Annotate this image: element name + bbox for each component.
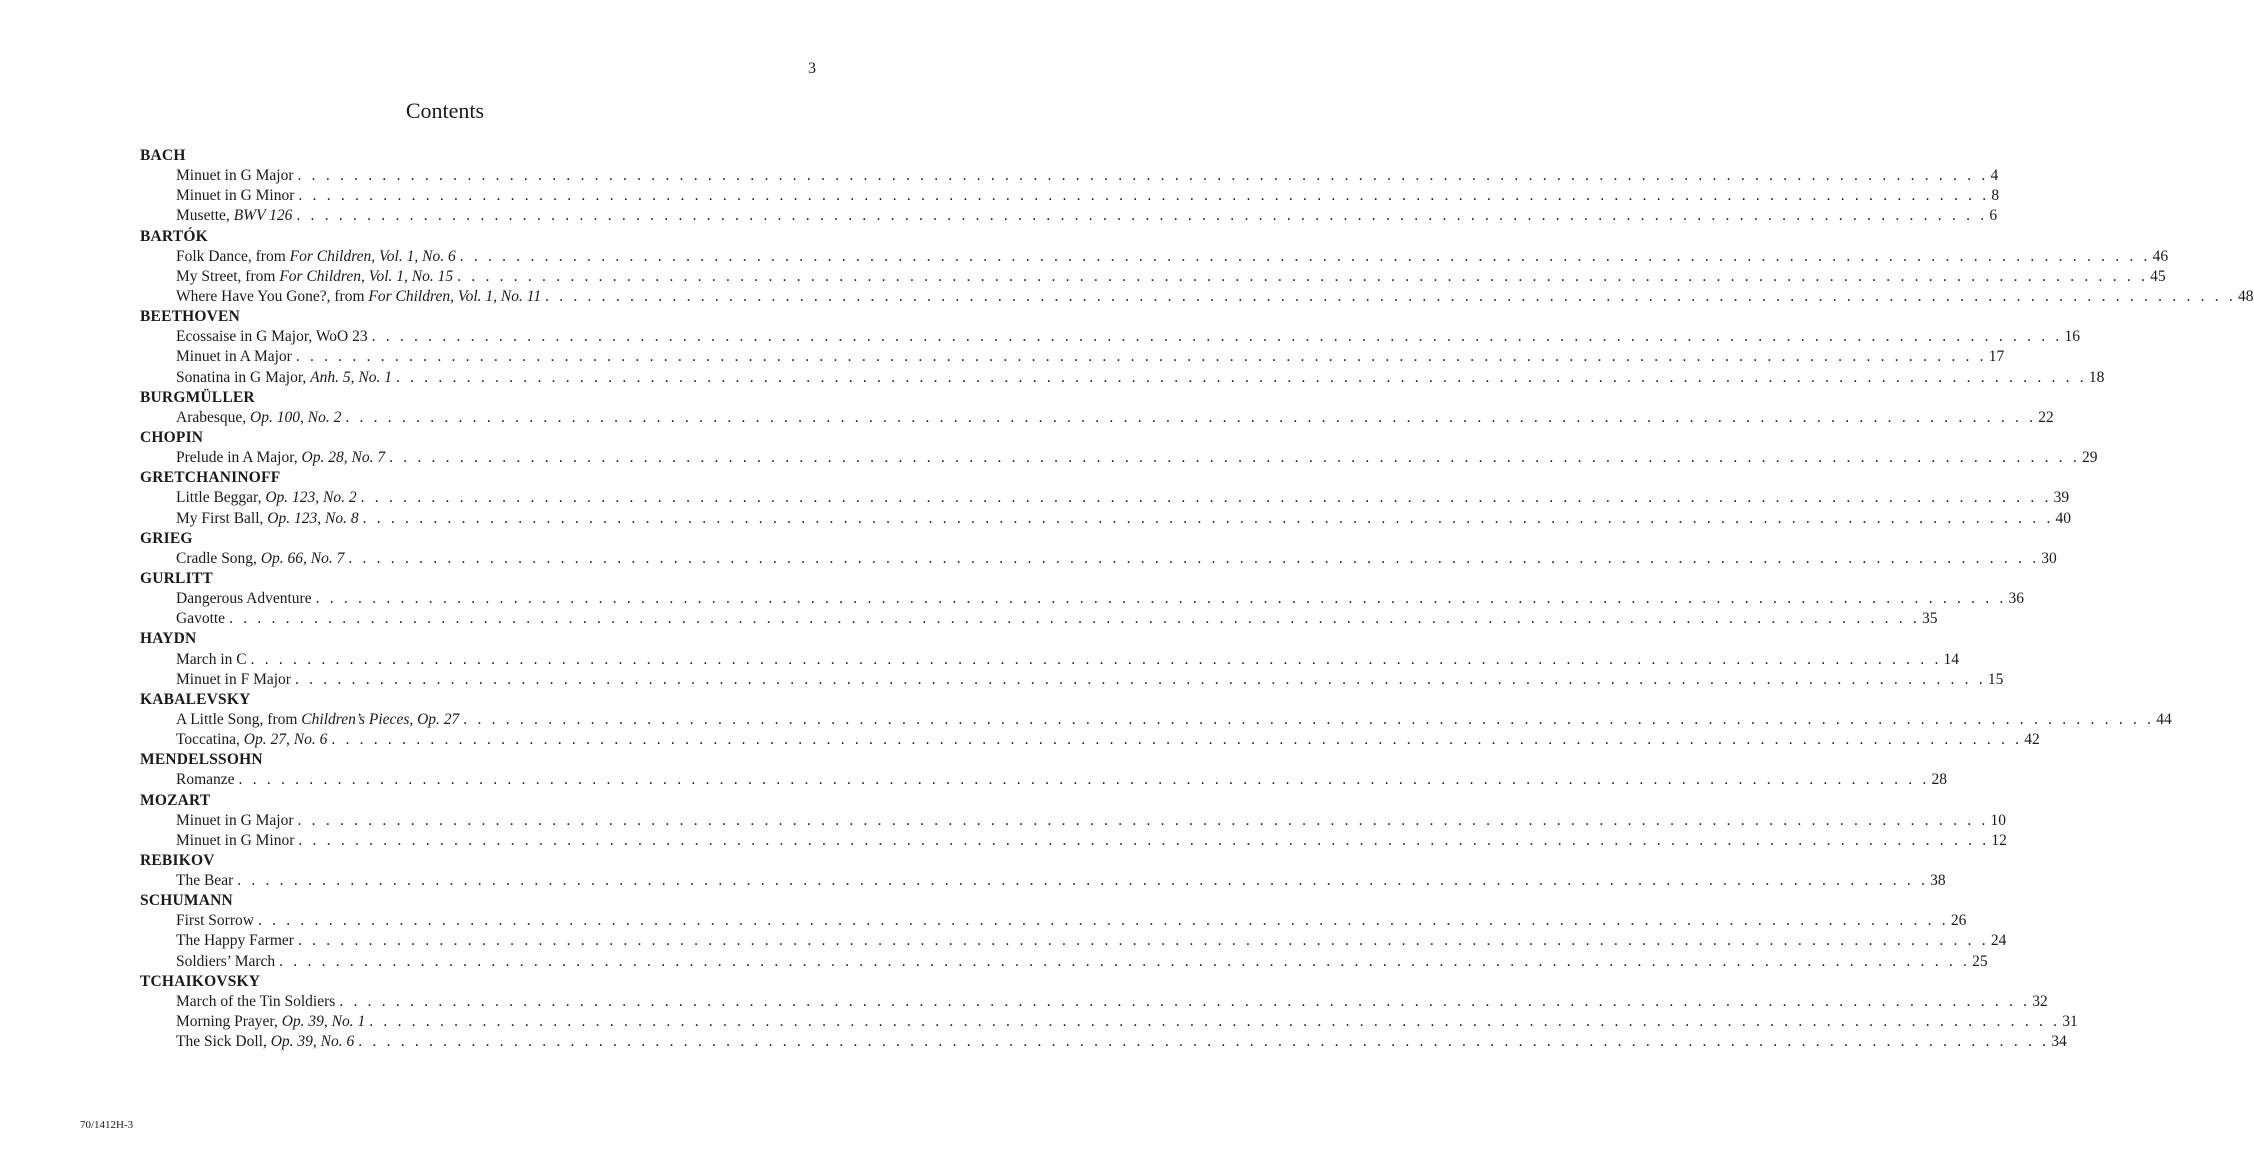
entry-title-italic: For Children, Vol. 1, No. 15 bbox=[279, 267, 454, 285]
entry-title-italic: For Children, Vol. 1, No. 6 bbox=[289, 247, 456, 265]
composer-section bbox=[140, 307, 2105, 388]
entry-title-text: Minuet in G Minor bbox=[176, 187, 295, 205]
dot-leader: . . . . . . . . . . . . . . . . . . . . . . . . . . . . . . . . . . . . . . . . . . . . . . . . . . . . . . . . . . . . . . . . . . . . . . . . . . . . . . . . . . . . . . . . . . . . . . . . . . . . . . . . . . . . . . . . . . . . . . . . bbox=[457, 267, 2149, 285]
contents-entry bbox=[140, 650, 1960, 670]
contents-entry bbox=[140, 368, 2105, 388]
entry-title-text: Minuet in G Major bbox=[176, 167, 294, 185]
composer-section bbox=[140, 468, 2072, 528]
contents-entry bbox=[140, 166, 1999, 186]
composer-heading: GRETCHANINOFF bbox=[140, 469, 281, 487]
contents-entry bbox=[140, 206, 1998, 226]
entry-title-text: Ecossaise in G Major, WoO 23 bbox=[176, 328, 368, 346]
entry-page-number: 29 bbox=[2082, 449, 2098, 467]
dot-leader: . . . . . . . . . . . . . . . . . . . . . . . . . . . . . . . . . . . . . . . . . . . . . . . . . . . . . . . . . . . . . . . . . . . . . . . . . . . . . . . . . . . . . . . . . . . . . . . . . . . . . . . . . . . . . . . . . . . . . . . . bbox=[459, 247, 2151, 265]
contents-entry bbox=[140, 831, 2007, 851]
entry-page-number: 28 bbox=[1931, 771, 1947, 789]
entry-title bbox=[176, 1032, 354, 1052]
entry-page-number: 17 bbox=[1988, 348, 2005, 366]
dot-leader: . . . . . . . . . . . . . . . . . . . . . . . . . . . . . . . . . . . . . . . . . . . . . . . . . . . . . . . . . . . . . . . . . . . . . . . . . . . . . . . . . . . . . . . . . . . . . . . . . . . . . . . . . . . . . . . . . . . . . . . . bbox=[395, 368, 2087, 386]
dot-leader: . . . . . . . . . . . . . . . . . . . . . . . . . . . . . . . . . . . . . . . . . . . . . . . . . . . . . . . . . . . . . . . . . . . . . . . . . . . . . . . . . . . . . . . . . . . . . . . . . . . . . . . . . . . . . . . . . . . . . . . . bbox=[294, 670, 1986, 688]
entry-page-number: 48 bbox=[2238, 287, 2254, 305]
entry-title bbox=[176, 770, 235, 790]
contents-entry bbox=[140, 730, 2040, 750]
composer-section bbox=[140, 791, 2007, 851]
entry-title bbox=[176, 1012, 365, 1032]
entry-title-text: Minuet in A Major bbox=[176, 348, 292, 366]
composer-heading: REBIKOV bbox=[140, 851, 215, 869]
page-number: 3 bbox=[808, 60, 816, 77]
entry-title-italic: Op. 66, No. 7 bbox=[260, 549, 345, 567]
entry-page-number: 14 bbox=[1943, 650, 1960, 668]
contents-entry bbox=[140, 871, 1946, 891]
composer-heading: HAYDN bbox=[140, 630, 197, 648]
entry-page-number: 6 bbox=[1989, 207, 1998, 225]
entry-page-number: 34 bbox=[2051, 1033, 2067, 1051]
entry-title-text: Arabesque, bbox=[176, 408, 251, 426]
entry-title bbox=[176, 831, 294, 851]
composer-heading: BEETHOVEN bbox=[140, 308, 240, 326]
contents-entry bbox=[140, 267, 2166, 287]
entry-title bbox=[176, 650, 247, 670]
entry-title bbox=[176, 589, 312, 609]
dot-leader: . . . . . . . . . . . . . . . . . . . . . . . . . . . . . . . . . . . . . . . . . . . . . . . . . . . . . . . . . . . . . . . . . . . . . . . . . . . . . . . . . . . . . . . . . . . . . . . . . . . . . . . . . . . . . . . . . . . . . . . . bbox=[360, 489, 2052, 507]
entry-title-text: Minuet in F Major bbox=[176, 670, 291, 688]
composer-section bbox=[140, 388, 2054, 428]
entry-page-number: 46 bbox=[2152, 247, 2169, 265]
entry-title bbox=[176, 931, 294, 951]
dot-leader: . . . . . . . . . . . . . . . . . . . . . . . . . . . . . . . . . . . . . . . . . . . . . . . . . . . . . . . . . . . . . . . . . . . . . . . . . . . . . . . . . . . . . . . . . . . . . . . . . . . . . . . . . . . . . . . . . . . . . . . . bbox=[331, 731, 2023, 749]
entry-page-number: 15 bbox=[1987, 670, 2004, 688]
composer-section bbox=[140, 750, 1947, 790]
entry-title bbox=[176, 287, 541, 307]
dot-leader: . . . . . . . . . . . . . . . . . . . . . . . . . . . . . . . . . . . . . . . . . . . . . . . . . . . . . . . . . . . . . . . . . . . . . . . . . . . . . . . . . . . . . . . . . . . . . . . . . . . . . . . . . . . . . . . . . . . . . . . . bbox=[463, 710, 2155, 728]
entry-title bbox=[176, 408, 341, 428]
entry-title-text: The Sick Doll, bbox=[176, 1033, 271, 1051]
entry-title-text: Morning Prayer, bbox=[176, 1013, 282, 1031]
entry-title-text: Soldiers’ March bbox=[176, 952, 276, 970]
entry-title-text: Where Have You Gone?, from bbox=[176, 287, 369, 305]
dot-leader: . . . . . . . . . . . . . . . . . . . . . . . . . . . . . . . . . . . . . . . . . . . . . . . . . . . . . . . . . . . . . . . . . . . . . . . . . . . . . . . . . . . . . . . . . . . . . . . . . . . . . . . . . . . . . . . . . . . . . . . . bbox=[297, 932, 1989, 950]
dot-leader: . . . . . . . . . . . . . . . . . . . . . . . . . . . . . . . . . . . . . . . . . . . . . . . . . . . . . . . . . . . . . . . . . . . . . . . . . . . . . . . . . . . . . . . . . . . . . . . . . . . . . . . . . . . . . . . . . . . . . . . . bbox=[362, 509, 2054, 527]
contents-entry bbox=[140, 327, 2081, 347]
dot-leader: . . . . . . . . . . . . . . . . . . . . . . . . . . . . . . . . . . . . . . . . . . . . . . . . . . . . . . . . . . . . . . . . . . . . . . . . . . . . . . . . . . . . . . . . . . . . . . . . . . . . . . . . . . . . . . . . . . . . . . . . bbox=[358, 1033, 2050, 1051]
entry-page-number: 31 bbox=[2062, 1013, 2078, 1031]
entry-title bbox=[176, 871, 233, 891]
contents-entry bbox=[140, 589, 2025, 609]
composer-heading: GURLITT bbox=[140, 569, 213, 587]
entry-title-text: Little Beggar, bbox=[176, 489, 266, 507]
dot-leader: . . . . . . . . . . . . . . . . . . . . . . . . . . . . . . . . . . . . . . . . . . . . . . . . . . . . . . . . . . . . . . . . . . . . . . . . . . . . . . . . . . . . . . . . . . . . . . . . . . . . . . . . . . . . . . . . . . . . . . . . bbox=[296, 207, 1988, 225]
composer-section bbox=[140, 690, 2172, 750]
composer-heading: BARTÓK bbox=[140, 227, 208, 245]
entry-page-number: 36 bbox=[2008, 590, 2025, 608]
entry-page-number: 16 bbox=[2064, 328, 2081, 346]
composer-heading: BURGMÜLLER bbox=[140, 388, 255, 406]
entry-title bbox=[176, 448, 385, 468]
entry-title-italic: Children’s Pieces, Op. 27 bbox=[301, 710, 460, 728]
entry-title bbox=[176, 670, 291, 690]
contents-entry bbox=[140, 509, 2072, 529]
entry-title-text: A Little Song, from bbox=[176, 710, 302, 728]
entry-page-number: 10 bbox=[1990, 811, 2006, 829]
entry-title bbox=[176, 730, 327, 750]
composer-heading: BACH bbox=[140, 147, 186, 164]
contents-entry bbox=[140, 992, 2048, 1012]
entry-title bbox=[176, 609, 225, 629]
composer-heading: GRIEG bbox=[140, 529, 193, 547]
entry-title-italic: Op. 39, No. 6 bbox=[270, 1033, 355, 1051]
contents-entry bbox=[140, 549, 2057, 569]
composer-section bbox=[140, 227, 2254, 308]
entry-title bbox=[176, 347, 292, 367]
entry-page-number: 44 bbox=[2156, 710, 2172, 728]
contents-entry bbox=[140, 770, 1947, 790]
dot-leader: . . . . . . . . . . . . . . . . . . . . . . . . . . . . . . . . . . . . . . . . . . . . . . . . . . . . . . . . . . . . . . . . . . . . . . . . . . . . . . . . . . . . . . . . . . . . . . . . . . . . . . . . . . . . . . . . . . . . . . . . bbox=[345, 408, 2037, 426]
entry-title bbox=[176, 992, 335, 1012]
entry-title-italic: BWV 126 bbox=[233, 207, 293, 225]
entry-title-text: Cradle Song, bbox=[176, 549, 261, 567]
entry-title-text: March in C bbox=[176, 650, 247, 668]
entry-title bbox=[176, 509, 359, 529]
entry-title-text: My First Ball, bbox=[176, 509, 268, 527]
dot-leader: . . . . . . . . . . . . . . . . . . . . . . . . . . . . . . . . . . . . . . . . . . . . . . . . . . . . . . . . . . . . . . . . . . . . . . . . . . . . . . . . . . . . . . . . . . . . . . . . . . . . . . . . . . . . . . . . . . . . . . . . bbox=[279, 952, 1971, 970]
dot-leader: . . . . . . . . . . . . . . . . . . . . . . . . . . . . . . . . . . . . . . . . . . . . . . . . . . . . . . . . . . . . . . . . . . . . . . . . . . . . . . . . . . . . . . . . . . . . . . . . . . . . . . . . . . . . . . . . . . . . . . . . bbox=[315, 590, 2007, 608]
contents-entry bbox=[140, 488, 2070, 508]
dot-leader: . . . . . . . . . . . . . . . . . . . . . . . . . . . . . . . . . . . . . . . . . . . . . . . . . . . . . . . . . . . . . . . . . . . . . . . . . . . . . . . . . . . . . . . . . . . . . . . . . . . . . . . . . . . . . . . . . . . . . . . . bbox=[339, 992, 2031, 1010]
contents-entry bbox=[140, 448, 2098, 468]
entry-page-number: 32 bbox=[2032, 992, 2048, 1010]
dot-leader: . . . . . . . . . . . . . . . . . . . . . . . . . . . . . . . . . . . . . . . . . . . . . . . . . . . . . . . . . . . . . . . . . . . . . . . . . . . . . . . . . . . . . . . . . . . . . . . . . . . . . . . . . . . . . . . . . . . . . . . . bbox=[250, 650, 1942, 668]
composer-heading: MOZART bbox=[140, 791, 211, 809]
entry-page-number: 35 bbox=[1922, 610, 1938, 628]
contents-entry bbox=[140, 811, 2006, 831]
entry-title-text: My Street, from bbox=[176, 267, 280, 285]
contents-entry bbox=[140, 609, 1938, 629]
entry-title-text: Musette, bbox=[176, 207, 234, 225]
entry-title bbox=[176, 710, 459, 730]
composer-section bbox=[140, 891, 2007, 972]
entry-title-italic: Op. 123, No. 2 bbox=[265, 489, 357, 507]
dot-leader: . . . . . . . . . . . . . . . . . . . . . . . . . . . . . . . . . . . . . . . . . . . . . . . . . . . . . . . . . . . . . . . . . . . . . . . . . . . . . . . . . . . . . . . . . . . . . . . . . . . . . . . . . . . . . . . . . . . . . . . . bbox=[389, 449, 2081, 467]
entry-page-number: 39 bbox=[2053, 489, 2070, 507]
dot-leader: . . . . . . . . . . . . . . . . . . . . . . . . . . . . . . . . . . . . . . . . . . . . . . . . . . . . . . . . . . . . . . . . . . . . . . . . . . . . . . . . . . . . . . . . . . . . . . . . . . . . . . . . . . . . . . . . . . . . . . . . bbox=[237, 872, 1929, 890]
contents-entry bbox=[140, 1012, 2078, 1032]
entry-title-text: Sonatina in G Major, bbox=[176, 368, 311, 386]
entry-page-number: 22 bbox=[2038, 408, 2054, 426]
contents-entry bbox=[140, 710, 2172, 730]
contents-entry bbox=[140, 931, 2007, 951]
contents-entry bbox=[140, 911, 1967, 931]
entry-title-text: Dangerous Adventure bbox=[176, 590, 312, 608]
entry-title bbox=[176, 186, 294, 206]
table-of-contents bbox=[140, 146, 2254, 1052]
composer-section bbox=[140, 629, 2004, 689]
entry-page-number: 8 bbox=[1991, 187, 2000, 205]
footer-code: 70/1412H-3 bbox=[80, 1119, 134, 1131]
dot-leader: . . . . . . . . . . . . . . . . . . . . . . . . . . . . . . . . . . . . . . . . . . . . . . . . . . . . . . . . . . . . . . . . . . . . . . . . . . . . . . . . . . . . . . . . . . . . . . . . . . . . . . . . . . . . . . . . . . . . . . . . bbox=[298, 187, 1990, 205]
entry-page-number: 40 bbox=[2055, 509, 2072, 527]
entry-page-number: 4 bbox=[1990, 167, 1999, 185]
page-title: Contents bbox=[405, 98, 485, 123]
composer-section bbox=[140, 972, 2078, 1053]
entry-page-number: 38 bbox=[1930, 872, 1946, 890]
entry-title bbox=[176, 911, 254, 931]
dot-leader: . . . . . . . . . . . . . . . . . . . . . . . . . . . . . . . . . . . . . . . . . . . . . . . . . . . . . . . . . . . . . . . . . . . . . . . . . . . . . . . . . . . . . . . . . . . . . . . . . . . . . . . . . . . . . . . . . . . . . . . . bbox=[348, 549, 2040, 567]
contents-entry bbox=[140, 670, 2004, 690]
dot-leader: . . . . . . . . . . . . . . . . . . . . . . . . . . . . . . . . . . . . . . . . . . . . . . . . . . . . . . . . . . . . . . . . . . . . . . . . . . . . . . . . . . . . . . . . . . . . . . . . . . . . . . . . . . . . . . . . . . . . . . . . bbox=[298, 831, 1990, 849]
entry-page-number: 45 bbox=[2150, 267, 2166, 285]
entry-title bbox=[176, 952, 275, 972]
entry-title-text: Minuet in G Minor bbox=[176, 831, 295, 849]
composer-heading: TCHAIKOVSKY bbox=[140, 972, 261, 990]
entry-title-italic: Op. 100, No. 2 bbox=[250, 408, 342, 426]
entry-page-number: 12 bbox=[1991, 831, 2007, 849]
entry-page-number: 25 bbox=[1972, 952, 1988, 970]
entry-title-italic: For Children, Vol. 1, No. 11 bbox=[368, 287, 542, 305]
entry-title bbox=[176, 166, 294, 186]
entry-title bbox=[176, 247, 456, 267]
entry-page-number: 18 bbox=[2088, 368, 2105, 386]
contents-entry bbox=[140, 247, 2169, 267]
contents-entry bbox=[140, 186, 2000, 206]
composer-section bbox=[140, 428, 2098, 468]
dot-leader: . . . . . . . . . . . . . . . . . . . . . . . . . . . . . . . . . . . . . . . . . . . . . . . . . . . . . . . . . . . . . . . . . . . . . . . . . . . . . . . . . . . . . . . . . . . . . . . . . . . . . . . . . . . . . . . . . . . . . . . . bbox=[297, 811, 1989, 829]
dot-leader: . . . . . . . . . . . . . . . . . . . . . . . . . . . . . . . . . . . . . . . . . . . . . . . . . . . . . . . . . . . . . . . . . . . . . . . . . . . . . . . . . . . . . . . . . . . . . . . . . . . . . . . . . . . . . . . . . . . . . . . . bbox=[295, 348, 1987, 366]
entry-title bbox=[176, 267, 453, 287]
entry-title-text: Gavotte bbox=[176, 610, 226, 628]
composer-heading: KABALEVSKY bbox=[140, 690, 251, 708]
composer-section bbox=[140, 569, 2025, 629]
entry-title-text: Toccatina, bbox=[176, 731, 244, 749]
dot-leader: . . . . . . . . . . . . . . . . . . . . . . . . . . . . . . . . . . . . . . . . . . . . . . . . . . . . . . . . . . . . . . . . . . . . . . . . . . . . . . . . . . . . . . . . . . . . . . . . . . . . . . . . . . . . . . . . . . . . . . . . bbox=[545, 287, 2237, 305]
entry-title-italic: Op. 27, No. 6 bbox=[243, 731, 328, 749]
entry-title bbox=[176, 368, 392, 388]
entry-title-text: The Bear bbox=[176, 872, 234, 890]
entry-title-text: First Sorrow bbox=[176, 912, 254, 930]
dot-leader: . . . . . . . . . . . . . . . . . . . . . . . . . . . . . . . . . . . . . . . . . . . . . . . . . . . . . . . . . . . . . . . . . . . . . . . . . . . . . . . . . . . . . . . . . . . . . . . . . . . . . . . . . . . . . . . . . . . . . . . . bbox=[371, 328, 2063, 346]
entry-title-text: March of the Tin Soldiers bbox=[176, 992, 336, 1010]
entry-title bbox=[176, 811, 294, 831]
dot-leader: . . . . . . . . . . . . . . . . . . . . . . . . . . . . . . . . . . . . . . . . . . . . . . . . . . . . . . . . . . . . . . . . . . . . . . . . . . . . . . . . . . . . . . . . . . . . . . . . . . . . . . . . . . . . . . . . . . . . . . . . bbox=[229, 610, 1921, 628]
contents-entry bbox=[140, 347, 2005, 367]
entry-title-text: Minuet in G Major bbox=[176, 811, 294, 829]
entry-title bbox=[176, 549, 344, 569]
entry-page-number: 26 bbox=[1950, 912, 1967, 930]
dot-leader: . . . . . . . . . . . . . . . . . . . . . . . . . . . . . . . . . . . . . . . . . . . . . . . . . . . . . . . . . . . . . . . . . . . . . . . . . . . . . . . . . . . . . . . . . . . . . . . . . . . . . . . . . . . . . . . . . . . . . . . . bbox=[238, 771, 1930, 789]
contents-entry bbox=[140, 952, 1988, 972]
composer-section bbox=[140, 851, 1946, 891]
entry-title-italic: Op. 123, No. 8 bbox=[267, 509, 359, 527]
composer-section bbox=[140, 529, 2057, 569]
dot-leader: . . . . . . . . . . . . . . . . . . . . . . . . . . . . . . . . . . . . . . . . . . . . . . . . . . . . . . . . . . . . . . . . . . . . . . . . . . . . . . . . . . . . . . . . . . . . . . . . . . . . . . . . . . . . . . . . . . . . . . . . bbox=[369, 1013, 2061, 1031]
entry-title-text: Prelude in A Major, bbox=[176, 449, 302, 467]
entry-page-number: 30 bbox=[2041, 549, 2057, 567]
contents-entry bbox=[140, 287, 2254, 307]
entry-page-number: 42 bbox=[2024, 731, 2040, 749]
entry-title bbox=[176, 327, 368, 347]
contents-entry bbox=[140, 1032, 2067, 1052]
entry-title-text: Romanze bbox=[176, 771, 235, 789]
contents-entry bbox=[140, 408, 2054, 428]
composer-section bbox=[140, 146, 2000, 227]
entry-title bbox=[176, 206, 292, 226]
entry-title-italic: Op. 28, No. 7 bbox=[301, 449, 386, 467]
entry-title-text: Folk Dance, from bbox=[176, 247, 290, 265]
entry-title-italic: Anh. 5, No. 1 bbox=[310, 368, 392, 386]
composer-heading: MENDELSSOHN bbox=[140, 751, 263, 769]
composer-heading: CHOPIN bbox=[140, 428, 204, 446]
entry-page-number: 24 bbox=[1990, 932, 2007, 950]
composer-heading: SCHUMANN bbox=[140, 892, 233, 910]
dot-leader: . . . . . . . . . . . . . . . . . . . . . . . . . . . . . . . . . . . . . . . . . . . . . . . . . . . . . . . . . . . . . . . . . . . . . . . . . . . . . . . . . . . . . . . . . . . . . . . . . . . . . . . . . . . . . . . . . . . . . . . . bbox=[257, 912, 1949, 930]
entry-title-text: The Happy Farmer bbox=[176, 932, 294, 950]
entry-title-italic: Op. 39, No. 1 bbox=[281, 1013, 366, 1031]
entry-title bbox=[176, 488, 357, 508]
dot-leader: . . . . . . . . . . . . . . . . . . . . . . . . . . . . . . . . . . . . . . . . . . . . . . . . . . . . . . . . . . . . . . . . . . . . . . . . . . . . . . . . . . . . . . . . . . . . . . . . . . . . . . . . . . . . . . . . . . . . . . . . bbox=[297, 167, 1989, 185]
